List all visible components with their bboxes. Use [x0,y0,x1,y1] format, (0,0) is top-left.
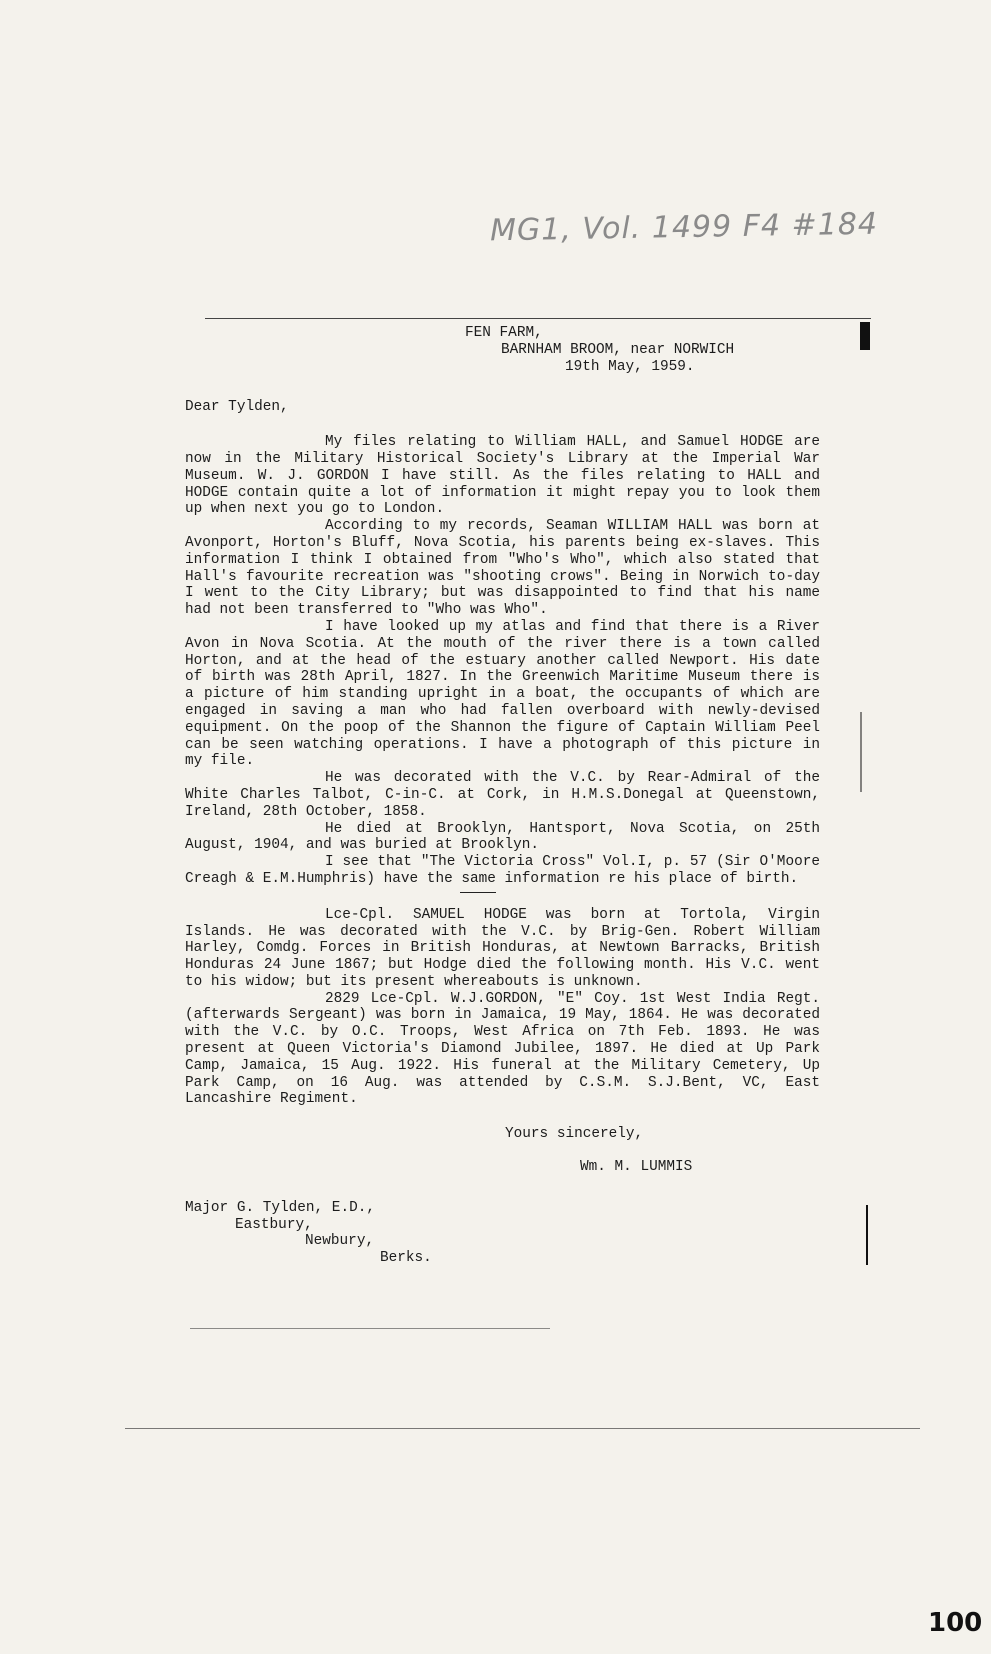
letter-date: 19th May, 1959. [565,358,695,375]
address-line: FEN FARM, [465,325,543,341]
closing: Yours sincerely, [505,1126,644,1143]
paragraph: According to my records, Seaman WILLIAM HALL was born at Avonport, Horton's Bluff, Nova Scotia, his parents being ex-slaves. This information I think I obtained from "Who's Who", which also stated that Hall's favourite recreation was "shooting crows". Being in Norwich to-day I went to the City Library; but was disappointed to find that his name had not been transferred to "Who was Who". [185,518,820,619]
paragraph: My files relating to William HALL, and Samuel HODGE are now in the Military Historical Society's Library at the Imperial War Museum. W. J. GORDON I have still. As the files relating to HALL and HODGE contain quite a lot of information it might repay you to look them up when next you go to London. [185,434,820,518]
edge-mark [866,1205,868,1265]
signature: Wm. M. LUMMIS [580,1159,693,1176]
paragraph: Lce-Cpl. SAMUEL HODGE was born at Tortola, Virgin Islands. He was decorated with the V.C. by Brig-Gen. Robert William Harley, Comdg. Forces in British Honduras, at Newtown Barracks, British Honduras 24 June 1867; but Hodge died the following month. His V.C. went to his widow; but its present whereabouts is unknown. [185,906,820,990]
paragraph: He died at Brooklyn, Hantsport, Nova Scotia, on 25th August, 1904, and was buried at Brooklyn. [185,820,820,854]
top-rule [205,318,871,319]
recipient-line: Eastbury, [235,1216,313,1233]
paragraph: 2829 Lce-Cpl. W.J.GORDON, "E" Coy. 1st West India Regt. (afterwards Sergeant) was born in Jamaica, 19 May, 1864. He was decorated with the V.C. by O.C. Troops, West Africa on 7th Feb. 1893. He was present at Queen Victoria's Diamond Jubilee, 1897. He died at Up Park Camp, Jamaica, 15 Aug. 1922. His funeral at the Military Cemetery, Up Park Camp, on 16 Aug. was attended by C.S.M. S.J.Bent, VC, East Lancashire Regiment. [185,990,820,1108]
address-line: BARNHAM BROOM, near NORWICH [501,341,735,358]
edge-mark [860,322,870,350]
archive-reference: MG1, Vol. 1499 F4 #184 [489,206,879,249]
recipient-line: Newbury, [305,1233,375,1250]
recipient-line: Major G. Tylden, E.D., [185,1199,375,1216]
salutation: Dear Tylden, [185,399,289,416]
paragraph: I have looked up my atlas and find that there is a River Avon in Nova Scotia. At the mouth of the river there is a town called Horton, and at the head of the estuary another called Newport. His date of birth was 28th April, 1827. In the Greenwich Maritime Museum there is a picture of him standing upright in a boat, the occupants of which are engaged in saving a man who had fallen overboard with newly-devised equipment. On the poop of the Shannon the figure of Captain William Peel can be seen watching operations. I have a photograph of this picture in my file. [185,618,820,770]
page-rule [125,1428,920,1429]
paragraph: He was decorated with the V.C. by Rear-Admiral of the White Charles Talbot, C-in-C. at Cork, in H.M.S.Donegal at Queenstown, Ireland, 28th October, 1858. [185,770,820,820]
sender-address [465,325,820,375]
recipient-address [185,1200,820,1267]
edge-mark [860,712,862,792]
section-divider [460,892,496,903]
bottom-rule [190,1328,550,1329]
paragraph: I see that "The Victoria Cross" Vol.I, p. 57 (Sir O'Moore Creagh & E.M.Humphris) have the same information re his place of birth. [185,854,820,887]
page-number: 100 [928,1608,983,1638]
letter-body [185,325,820,1267]
recipient-line: Berks. [380,1250,432,1267]
